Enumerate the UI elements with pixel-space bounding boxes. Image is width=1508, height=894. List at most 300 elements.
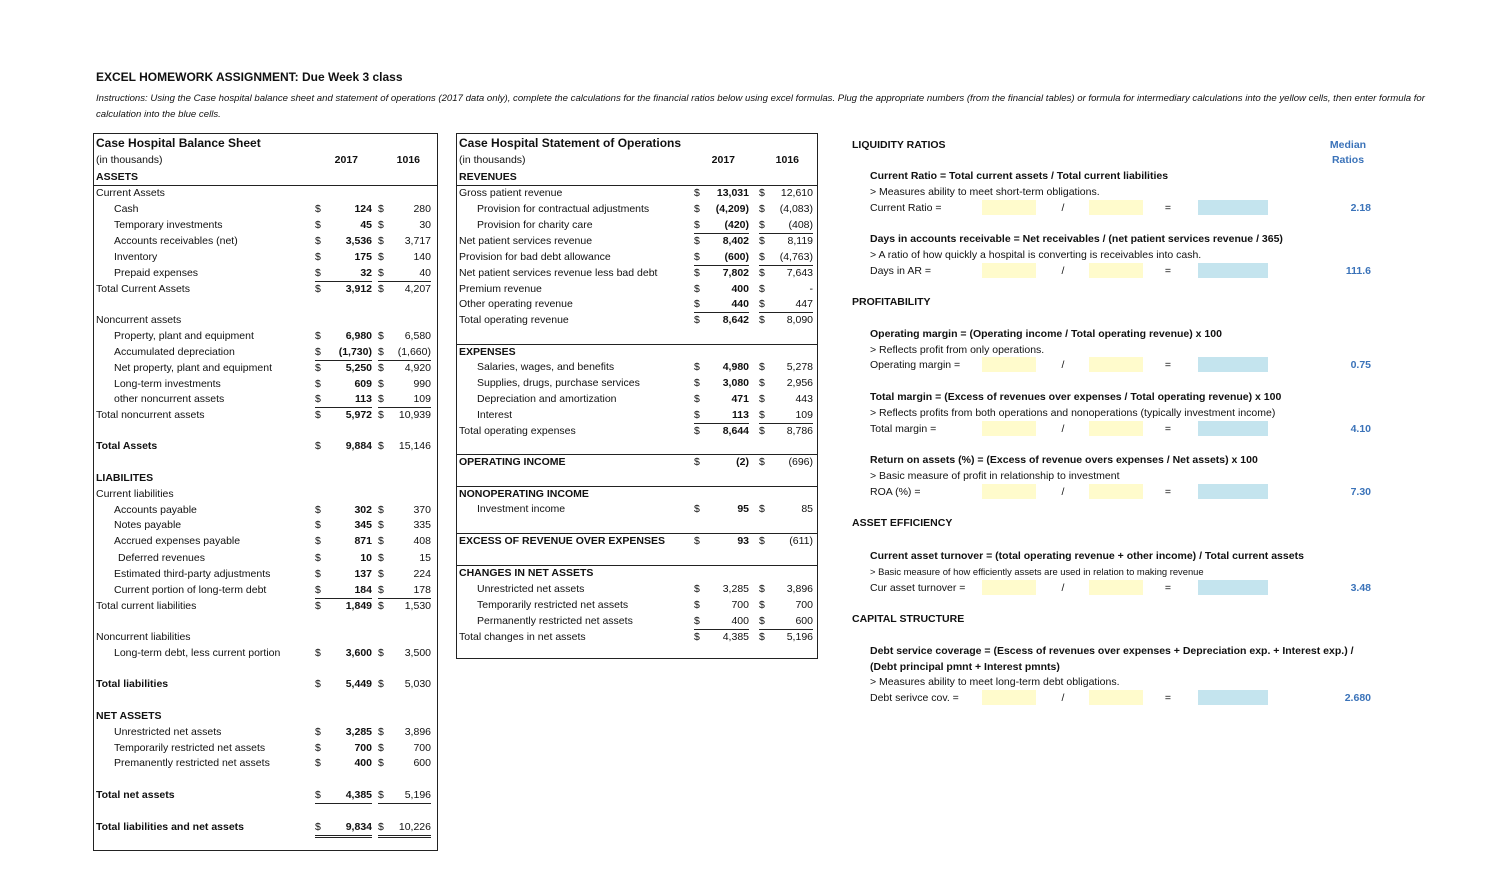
currency-symbol: $ <box>378 345 431 361</box>
ratio-section-heading: CAPITAL STRUCTURE <box>852 613 965 625</box>
currency-symbol: $ <box>759 187 765 199</box>
value-2017: 4,385 <box>722 631 749 643</box>
currency-symbol: $ <box>315 583 372 599</box>
value-2017: 184 <box>354 584 372 596</box>
row-label: Total changes in net assets <box>459 631 586 643</box>
currency-symbol: $ <box>759 425 765 437</box>
currency-symbol: $ <box>694 631 700 643</box>
value-2017: 137 <box>354 568 372 580</box>
value-2017: 8,402 <box>722 235 749 247</box>
row-label: Premium revenue <box>459 283 542 295</box>
value-2017: 6,980 <box>345 330 372 342</box>
value-1016: 5,196 <box>786 631 813 643</box>
currency-symbol: $ <box>315 362 321 374</box>
value-2017: 5,449 <box>345 678 372 690</box>
value-1016: 1,530 <box>404 600 431 612</box>
numerator-input-cell[interactable] <box>982 421 1036 436</box>
currency-symbol: $ <box>694 361 700 373</box>
table-row <box>459 455 815 470</box>
value-1016: 178 <box>413 584 431 596</box>
numerator-input-cell[interactable] <box>982 690 1036 705</box>
value-1016: - <box>809 283 813 295</box>
value-1016: (611) <box>789 535 813 547</box>
table-row <box>459 582 815 597</box>
currency-symbol: $ <box>694 408 749 424</box>
table-row <box>459 250 815 265</box>
value-1016: 4,207 <box>404 283 431 295</box>
value-2017: 5,250 <box>345 362 372 374</box>
value-2017: 9,834 <box>345 821 372 833</box>
table-row <box>96 599 435 614</box>
currency-symbol: $ <box>315 568 321 580</box>
ratio-description: > Measures ability to meet long-term debt obligations. <box>870 676 1120 688</box>
row-label: Supplies, drugs, purchase services <box>477 377 640 389</box>
currency-symbol: $ <box>315 409 321 421</box>
value-1016: 4,920 <box>404 362 431 374</box>
median-ratio-value: 3.48 <box>1350 582 1371 594</box>
table-row <box>459 313 815 328</box>
value-1016: (1,660) <box>397 346 431 358</box>
median-ratio-value: 4.10 <box>1350 423 1371 435</box>
row-label: CHANGES IN NET ASSETS <box>459 567 594 579</box>
currency-symbol: $ <box>315 647 321 659</box>
table-row <box>459 408 815 423</box>
table-row <box>96 518 435 533</box>
row-label: REVENUES <box>459 171 517 183</box>
table-row <box>96 709 435 724</box>
row-label: Cash <box>114 203 139 215</box>
table-row <box>96 234 435 249</box>
value-1016: 5,196 <box>404 789 431 801</box>
row-label: NONOPERATING INCOME <box>459 488 589 500</box>
table-row <box>96 741 435 756</box>
denominator-input-cell[interactable] <box>1089 200 1143 215</box>
value-2017: (4,209) <box>715 203 749 215</box>
row-label: Current liabilities <box>96 488 174 500</box>
median-ratio-value: 7.30 <box>1350 486 1371 498</box>
table-row <box>96 361 435 376</box>
table-row <box>459 424 815 439</box>
row-label: LIABILITES <box>96 472 154 484</box>
equals-symbol: = <box>1164 265 1172 277</box>
table-row <box>96 646 435 661</box>
divide-symbol: / <box>1061 202 1065 214</box>
balance-sheet-unit: (in thousands) <box>96 154 163 166</box>
currency-symbol: $ <box>759 393 765 405</box>
denominator-input-cell[interactable] <box>1089 690 1143 705</box>
table-row <box>96 345 435 360</box>
ratio-calc-label: Operating margin = <box>870 359 961 371</box>
currency-symbol: $ <box>759 361 765 373</box>
table-row <box>96 377 435 392</box>
currency-symbol: $ <box>759 218 813 234</box>
value-1016: 3,896 <box>786 583 813 595</box>
table-row <box>459 345 815 360</box>
value-2017: 32 <box>360 267 372 279</box>
table-row <box>96 392 435 407</box>
value-1016: 30 <box>419 219 431 231</box>
table-row <box>96 583 435 598</box>
value-1016: 109 <box>413 393 431 405</box>
currency-symbol: $ <box>694 503 700 515</box>
row-label: Total noncurrent assets <box>96 409 205 421</box>
row-label: Long-term debt, less current portion <box>114 647 281 659</box>
row-label: Net patient services revenue less bad debt <box>459 267 658 279</box>
numerator-input-cell[interactable] <box>982 580 1036 595</box>
currency-symbol: $ <box>315 266 372 282</box>
value-1016: 5,278 <box>786 361 813 373</box>
currency-symbol: $ <box>759 297 813 313</box>
value-2017: 113 <box>355 393 372 405</box>
table-row <box>96 439 435 454</box>
currency-symbol: $ <box>759 631 765 643</box>
operations-unit: (in thousands) <box>459 154 526 166</box>
row-label: Accounts receivables (net) <box>114 235 238 247</box>
table-row <box>96 567 435 582</box>
currency-symbol: $ <box>694 235 700 247</box>
value-2017: 13,031 <box>716 187 749 199</box>
ratio-description: > Basic measure of how efficiently assets are used in relation to making revenue <box>870 566 1204 577</box>
value-2017: 9,884 <box>345 440 372 452</box>
value-1016: (4,763) <box>779 251 813 263</box>
ratio-description: > Measures ability to meet short-term obligations. <box>870 186 1100 198</box>
table-row <box>96 313 435 328</box>
table-row <box>459 266 815 281</box>
table-row <box>459 502 815 517</box>
numerator-input-cell[interactable] <box>982 200 1036 215</box>
value-2017: 4,385 <box>345 789 372 801</box>
row-label: Total Assets <box>96 440 158 452</box>
denominator-input-cell[interactable] <box>1089 421 1143 436</box>
value-1016: 700 <box>795 599 813 611</box>
row-label: Temporary investments <box>114 219 223 231</box>
row-label: Total liabilities and net assets <box>96 821 245 833</box>
divide-symbol: / <box>1061 486 1065 498</box>
value-1016: 40 <box>419 267 431 279</box>
currency-symbol: $ <box>315 345 372 361</box>
value-1016: 443 <box>795 393 813 405</box>
value-1016: 3,896 <box>404 726 431 738</box>
row-label: Prepaid expenses <box>114 267 199 279</box>
currency-symbol: $ <box>378 409 384 421</box>
value-1016: 140 <box>413 251 431 263</box>
value-1016: 15,146 <box>398 440 431 452</box>
ratio-calc-label: Total margin = <box>870 423 937 435</box>
row-label: Gross patient revenue <box>459 187 563 199</box>
table-row <box>459 598 815 613</box>
median-ratio-value: 2.18 <box>1350 202 1371 214</box>
value-2017: 93 <box>737 535 749 547</box>
equals-symbol: = <box>1164 692 1172 704</box>
numerator-input-cell[interactable] <box>982 357 1036 372</box>
table-row <box>459 534 815 549</box>
table-row <box>96 534 435 549</box>
table-row <box>96 471 435 486</box>
result-formula-cell[interactable] <box>1198 421 1268 436</box>
row-label: Current portion of long-term debt <box>114 584 267 596</box>
divide-symbol: / <box>1061 359 1065 371</box>
value-2017: 440 <box>731 298 749 310</box>
divide-symbol: / <box>1061 423 1065 435</box>
table-row <box>96 551 435 566</box>
value-1016: 2,956 <box>786 377 813 389</box>
result-formula-cell[interactable] <box>1198 580 1268 595</box>
currency-symbol: $ <box>315 535 321 547</box>
ratio-formula: Days in accounts receivable = Net receivables / (net patient services revenue / 365) <box>870 233 1283 245</box>
currency-symbol: $ <box>315 219 321 231</box>
currency-symbol: $ <box>315 283 321 295</box>
currency-symbol: $ <box>378 219 384 231</box>
value-1016: 600 <box>413 757 431 769</box>
table-row <box>459 614 815 629</box>
denominator-input-cell[interactable] <box>1089 357 1143 372</box>
currency-symbol: $ <box>378 330 384 342</box>
table-row <box>459 566 815 581</box>
row-label: Notes payable <box>114 519 182 531</box>
currency-symbol: $ <box>378 583 431 599</box>
ratio-calc-label: ROA (%) = <box>870 486 921 498</box>
row-label: Noncurrent liabilities <box>96 631 191 643</box>
currency-symbol: $ <box>759 250 813 266</box>
ratio-section-heading: ASSET EFFICIENCY <box>852 517 953 529</box>
currency-symbol: $ <box>378 820 431 838</box>
value-2017: 3,536 <box>345 235 372 247</box>
value-1016: 5,030 <box>404 678 431 690</box>
currency-symbol: $ <box>759 314 765 326</box>
row-label: Estimated third-party adjustments <box>114 568 271 580</box>
currency-symbol: $ <box>315 552 321 564</box>
currency-symbol: $ <box>759 203 765 215</box>
table-row <box>96 408 435 423</box>
result-formula-cell[interactable] <box>1198 484 1268 499</box>
currency-symbol: $ <box>694 425 700 437</box>
value-2017: 700 <box>731 599 749 611</box>
value-2017: 609 <box>354 378 372 390</box>
currency-symbol: $ <box>378 362 384 374</box>
currency-symbol: $ <box>694 250 749 266</box>
row-label: Noncurrent assets <box>96 314 182 326</box>
value-2017: 8,642 <box>722 314 749 326</box>
table-row <box>96 820 435 835</box>
row-label: Inventory <box>114 251 158 263</box>
ratio-description: > Basic measure of profit in relationship to investment <box>870 470 1120 482</box>
table-row <box>459 297 815 312</box>
row-label: Temporarily restricted net assets <box>477 599 629 611</box>
currency-symbol: $ <box>378 568 384 580</box>
row-label: Depreciation and amortization <box>477 393 617 405</box>
value-2017: 7,802 <box>722 267 749 279</box>
currency-symbol: $ <box>694 583 700 595</box>
currency-symbol: $ <box>315 504 321 516</box>
value-1016: 447 <box>795 298 813 310</box>
equals-symbol: = <box>1164 202 1172 214</box>
currency-symbol: $ <box>315 330 321 342</box>
currency-symbol: $ <box>315 235 321 247</box>
section-divider <box>457 344 817 345</box>
currency-symbol: $ <box>759 235 765 247</box>
currency-symbol: $ <box>378 440 384 452</box>
numerator-input-cell[interactable] <box>982 484 1036 499</box>
row-label: Premanently restricted net assets <box>114 757 270 769</box>
ratio-formula: Current asset turnover = (total operating revenue + other income) / Total current assets <box>870 550 1304 562</box>
currency-symbol: $ <box>315 440 321 452</box>
balance-sheet-table <box>93 133 438 851</box>
operations-title: Case Hospital Statement of Operations <box>459 136 682 150</box>
value-1016: 600 <box>795 615 813 627</box>
table-row <box>459 487 815 502</box>
currency-symbol: $ <box>759 267 765 279</box>
balance-sheet-year-2017: 2017 <box>334 154 358 166</box>
table-row <box>459 360 815 375</box>
currency-symbol: $ <box>759 377 765 389</box>
row-label: Total operating revenue <box>459 314 569 326</box>
currency-symbol: $ <box>694 535 700 547</box>
ratio-section-heading: LIQUIDITY RATIOS <box>852 139 946 151</box>
section-divider <box>457 533 817 534</box>
median-header-line-1: Median <box>1329 139 1367 151</box>
value-1016: 3,500 <box>404 647 431 659</box>
denominator-input-cell[interactable] <box>1089 484 1143 499</box>
value-1016: 7,643 <box>786 267 813 279</box>
currency-symbol: $ <box>378 519 384 531</box>
denominator-input-cell[interactable] <box>1089 263 1143 278</box>
row-label: Property, plant and equipment <box>114 330 254 342</box>
row-label: Provision for bad debt allowance <box>459 251 611 263</box>
value-2017: (2) <box>736 456 749 468</box>
result-formula-cell[interactable] <box>1198 263 1268 278</box>
value-2017: 4,980 <box>722 361 749 373</box>
currency-symbol: $ <box>378 283 384 295</box>
value-2017: 3,080 <box>722 377 749 389</box>
row-label: Investment income <box>477 503 566 515</box>
table-row <box>96 250 435 265</box>
value-1016: (408) <box>788 219 813 231</box>
currency-symbol: $ <box>378 600 384 612</box>
value-2017: (600) <box>724 251 749 263</box>
ratio-description: > Reflects profits from both operations and nonoperations (typically investment income) <box>870 407 1276 419</box>
currency-symbol: $ <box>315 820 372 838</box>
row-label: Total net assets <box>96 789 175 801</box>
currency-symbol: $ <box>759 583 765 595</box>
assignment-title: EXCEL HOMEWORK ASSIGNMENT: Due Week 3 class <box>96 70 403 84</box>
result-formula-cell[interactable] <box>1198 357 1268 372</box>
table-row <box>96 756 435 771</box>
ratio-formula: Operating margin = (Operating income / Total operating revenue) x 100 <box>870 328 1222 340</box>
value-1016: 12,610 <box>780 187 813 199</box>
table-row <box>96 329 435 344</box>
currency-symbol: $ <box>315 788 372 804</box>
table-row <box>96 186 435 201</box>
row-label: NET ASSETS <box>96 710 162 722</box>
row-label: Temporarily restricted net assets <box>114 742 266 754</box>
row-label: Current Assets <box>96 187 165 199</box>
row-label: Net patient services revenue <box>459 235 593 247</box>
currency-symbol: $ <box>759 599 765 611</box>
value-2017: 3,285 <box>722 583 749 595</box>
currency-symbol: $ <box>694 456 700 468</box>
ratio-description: > Reflects profit from only operations. <box>870 344 1045 356</box>
currency-symbol: $ <box>315 203 321 215</box>
row-label: EXPENSES <box>459 346 516 358</box>
currency-symbol: $ <box>694 314 700 326</box>
value-1016: 3,717 <box>404 235 431 247</box>
value-2017: 5,972 <box>345 409 372 421</box>
operations-year-1016: 1016 <box>775 154 799 166</box>
row-label: Total liabilities <box>96 678 169 690</box>
numerator-input-cell[interactable] <box>982 263 1036 278</box>
currency-symbol: $ <box>378 203 384 215</box>
table-row <box>96 503 435 518</box>
value-2017: (1,730) <box>338 346 372 358</box>
currency-symbol: $ <box>378 235 384 247</box>
ratio-formula: (Debt principal pmnt + Interest pmnts) <box>870 661 1060 673</box>
median-ratio-value: 0.75 <box>1350 359 1371 371</box>
value-2017: 175 <box>354 251 372 263</box>
row-label: Total operating expenses <box>459 425 576 437</box>
row-label: Unrestricted net assets <box>114 726 222 738</box>
result-formula-cell[interactable] <box>1198 200 1268 215</box>
value-1016: 8,119 <box>787 235 813 247</box>
result-formula-cell[interactable] <box>1198 690 1268 705</box>
currency-symbol: $ <box>315 378 321 390</box>
currency-symbol: $ <box>378 647 384 659</box>
value-2017: (420) <box>724 219 749 231</box>
currency-symbol: $ <box>378 788 431 804</box>
value-1016: 15 <box>419 552 431 564</box>
currency-symbol: $ <box>694 599 700 611</box>
currency-symbol: $ <box>694 297 749 313</box>
table-row <box>459 234 815 249</box>
currency-symbol: $ <box>378 535 384 547</box>
ratio-formula: Return on assets (%) = (Excess of revenue overs expenses / Net assets) x 100 <box>870 454 1258 466</box>
value-2017: 345 <box>354 519 372 531</box>
equals-symbol: = <box>1164 582 1172 594</box>
value-2017: 700 <box>354 742 372 754</box>
table-row <box>459 170 815 185</box>
denominator-input-cell[interactable] <box>1089 580 1143 595</box>
ratio-section-heading: PROFITABILITY <box>852 296 931 308</box>
value-1016: 85 <box>801 503 813 515</box>
table-row <box>459 630 815 645</box>
currency-symbol: $ <box>378 726 384 738</box>
currency-symbol: $ <box>694 283 700 295</box>
value-1016: 408 <box>413 535 431 547</box>
value-1016: 8,090 <box>786 314 813 326</box>
currency-symbol: $ <box>378 552 384 564</box>
currency-symbol: $ <box>759 503 765 515</box>
table-row <box>459 282 815 297</box>
table-row <box>96 170 435 185</box>
currency-symbol: $ <box>315 251 321 263</box>
currency-symbol: $ <box>315 742 321 754</box>
section-divider <box>457 454 817 455</box>
currency-symbol: $ <box>694 218 749 234</box>
currency-symbol: $ <box>315 392 372 408</box>
equals-symbol: = <box>1164 423 1172 435</box>
value-1016: 224 <box>413 568 431 580</box>
section-divider <box>457 486 817 487</box>
ratio-calc-label: Debt serivce cov. = <box>870 692 959 704</box>
row-label: OPERATING INCOME <box>459 456 566 468</box>
row-label: Interest <box>477 409 513 421</box>
balance-sheet-year-1016: 1016 <box>396 154 420 166</box>
currency-symbol: $ <box>378 742 384 754</box>
value-1016: 10,226 <box>398 821 431 833</box>
row-label: Accumulated depreciation <box>114 346 235 358</box>
median-ratios-header <box>1318 138 1378 168</box>
row-label: Provision for charity care <box>477 219 593 231</box>
section-divider <box>457 565 817 566</box>
